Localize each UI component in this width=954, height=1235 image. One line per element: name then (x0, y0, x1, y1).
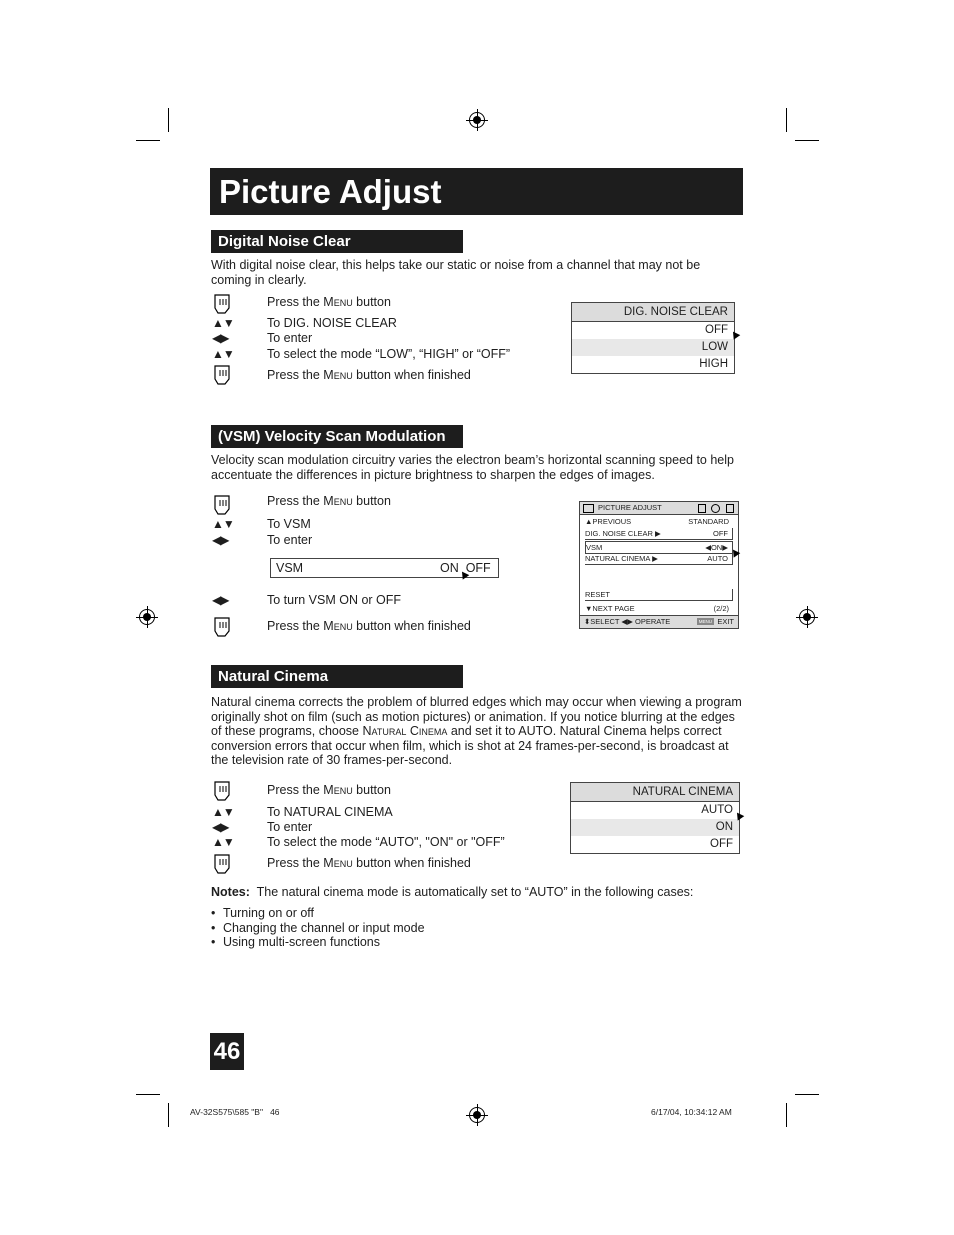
crop-mark (136, 1094, 160, 1095)
crop-mark (786, 1103, 787, 1127)
osd-row-next-page[interactable]: ▼NEXT PAGE (2/2) (585, 604, 729, 613)
menu-item-high[interactable]: HIGH (699, 358, 728, 370)
step-text: To NATURAL CINEMA (267, 805, 393, 819)
crop-mark (795, 1094, 819, 1095)
osd-row-dig-noise-clear[interactable]: DIG. NOISE CLEAR ▶ OFF (585, 528, 733, 540)
remote-hand-icon (212, 494, 234, 516)
notes (211, 885, 693, 900)
step-press-menu: Press the Menu button (267, 783, 391, 797)
osd-row-vsm[interactable]: VSM ◀ON▶ (585, 541, 733, 554)
crop-mark (786, 108, 787, 132)
section-heading-vsm: (VSM) Velocity Scan Modulation (211, 425, 463, 448)
osd-row-natural-cinema[interactable]: NATURAL CINEMA ▶ AUTO (585, 553, 733, 565)
picture-adjust-osd (579, 501, 739, 629)
page-number: 46 (210, 1033, 244, 1070)
osd-select-hint: ⬍SELECT ◀▶ OPERATE (584, 617, 671, 626)
section-description: Velocity scan modulation circuitry varies the electron beam’s horizontal scanning speed to help accentuate the differences in picture brightness to sharpen the edges of images. (211, 453, 734, 482)
left-right-arrows-icon: ◀▶ (212, 331, 229, 345)
crop-mark (168, 108, 169, 132)
crop-mark (795, 140, 819, 141)
tv-icon (583, 504, 594, 513)
osd-row-reset[interactable]: RESET (585, 589, 733, 601)
left-right-arrows-icon: ◀▶ (212, 820, 229, 834)
menu-item-auto[interactable]: AUTO (701, 804, 733, 816)
step-press-menu-finished: Press the Menu button when finished (267, 619, 471, 633)
up-down-arrows-icon: ▲▼ (212, 316, 234, 330)
remote-hand-icon (212, 853, 234, 875)
step-press-menu-finished: Press the Menu button when finished (267, 856, 471, 870)
dig-noise-clear-menu (571, 302, 735, 374)
menu-item-off[interactable]: OFF (710, 838, 733, 850)
osd-row-previous[interactable]: ▲PREVIOUS STANDARD (585, 517, 729, 526)
doc-icon (698, 504, 706, 513)
remote-hand-icon (212, 364, 234, 386)
vsm-label: VSM (276, 561, 304, 575)
remote-hand-icon (212, 780, 234, 802)
registration-mark-icon (139, 609, 155, 625)
up-down-arrows-icon: ▲▼ (212, 347, 234, 361)
step-text: To enter (267, 331, 313, 345)
crop-mark (168, 1103, 169, 1127)
step-text: To VSM (267, 517, 311, 531)
step-text: To select the mode “LOW”, “HIGH” or “OFF” (267, 347, 511, 361)
footer-timestamp: 6/17/04, 10:34:12 AM (651, 1107, 732, 1117)
registration-mark-icon (799, 609, 815, 625)
lock-icon (726, 504, 734, 513)
step-press-menu: Press the Menu button (267, 494, 391, 508)
step-text: To select the mode “AUTO", "ON" or "OFF” (267, 835, 505, 849)
natural-cinema-menu (570, 782, 740, 854)
page-title: Picture Adjust (210, 168, 743, 215)
menu-item-off[interactable]: OFF (705, 324, 728, 336)
section-description: Natural cinema corrects the problem of blurred edges which may occur when viewing a program originally shot on film (such as motion pictures) or animation. If you notice blurring at the edges of these programs, choose Natural Cinema and set it to AUTO. Natural Cinema helps correct conversion errors that occur when film, which is shot at 24 frames-per-second, is broadcast at the television rate of 30 frames-per-second. (211, 695, 742, 768)
osd-title-bar (580, 502, 738, 515)
footer-file-info: AV-32S575\585 "B" 46 (190, 1107, 280, 1117)
left-right-arrows-icon: ◀▶ (212, 593, 229, 607)
step-text: To enter (267, 820, 313, 834)
menu-item-low[interactable]: LOW (572, 339, 734, 356)
vsm-value[interactable]: ON OFF (440, 561, 491, 575)
list-item: • Using multi-screen functions (211, 935, 425, 950)
left-right-arrows-icon: ◀▶ (212, 533, 229, 547)
registration-mark-icon (469, 112, 485, 128)
osd-title: PICTURE ADJUST (598, 503, 662, 512)
osd-footer (580, 615, 738, 628)
remote-hand-icon (212, 616, 234, 638)
menu-header: NATURAL CINEMA (571, 783, 739, 802)
crop-mark (136, 140, 160, 141)
step-text: To enter (267, 533, 313, 547)
step-press-menu-finished: Press the Menu button when finished (267, 368, 471, 382)
list-item: • Changing the channel or input mode (211, 921, 425, 936)
clock-icon (711, 504, 720, 513)
step-text: To turn VSM ON or OFF (267, 593, 402, 607)
menu-item-on[interactable]: ON (571, 819, 739, 836)
menu-chip: MENU (698, 619, 712, 624)
up-down-arrows-icon: ▲▼ (212, 517, 234, 531)
notes-label: Notes: (211, 885, 250, 899)
remote-hand-icon (212, 293, 234, 315)
section-heading-digital-noise-clear: Digital Noise Clear (211, 230, 463, 253)
notes-bullet-list (211, 906, 425, 950)
step-press-menu: Press the Menu button (267, 295, 391, 309)
menu-header: DIG. NOISE CLEAR (572, 303, 734, 322)
registration-mark-icon (469, 1107, 485, 1123)
notes-text: The natural cinema mode is automatically set to “AUTO” in the following cases: (249, 885, 694, 899)
osd-exit: EXIT (717, 617, 734, 626)
up-down-arrows-icon: ▲▼ (212, 805, 234, 819)
step-text: To DIG. NOISE CLEAR (267, 316, 397, 330)
section-heading-natural-cinema: Natural Cinema (211, 665, 463, 688)
up-down-arrows-icon: ▲▼ (212, 835, 234, 849)
section-description: With digital noise clear, this helps take our static or noise from a channel that may not be coming in clearly. (211, 258, 701, 287)
list-item: • Turning on or off (211, 906, 425, 921)
